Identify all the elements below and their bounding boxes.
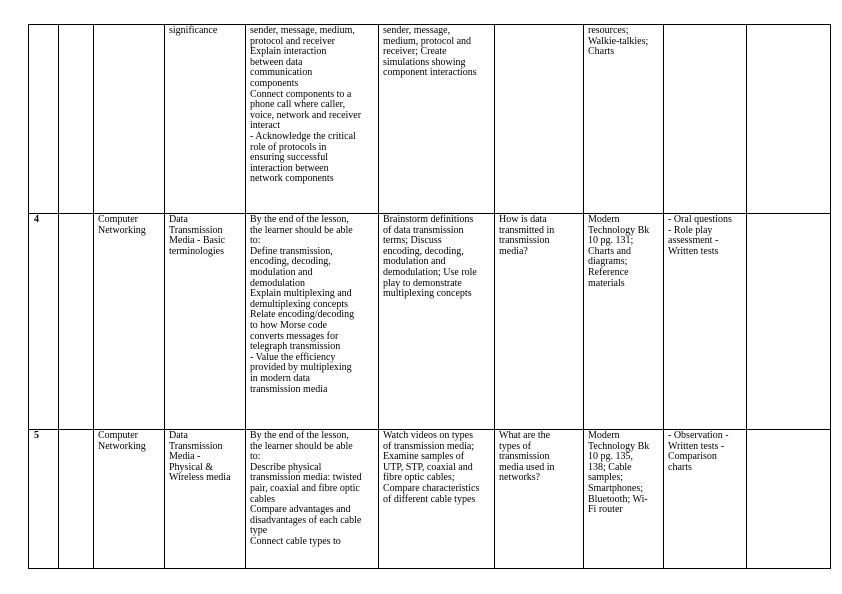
table-row: [29, 430, 831, 569]
resources-line: materials: [588, 277, 625, 289]
strand-line: Computer: [98, 214, 138, 225]
experience-line: Watch videos on types: [383, 430, 474, 441]
outcome-line: demodulation: [250, 277, 305, 289]
learning-experiences-cell: [379, 430, 495, 569]
outcome-line: Compare advantages and: [250, 504, 351, 516]
resources-line: Bluetooth; Wi-: [588, 493, 648, 505]
sub-strand-cell: [165, 25, 246, 214]
sub-strand-line: Physical &: [169, 461, 214, 473]
scheme-of-work-page: [28, 24, 830, 569]
experience-line: multiplexing concepts: [383, 288, 472, 300]
week-cell: 4: [29, 214, 59, 430]
experience-line: component interactions: [383, 67, 477, 79]
resources-line: Fi router: [588, 504, 623, 516]
assessment-cell: [664, 430, 747, 569]
experience-line: play to demonstrate: [383, 277, 462, 289]
outcome-line: ensuring successful: [250, 152, 329, 164]
inquiry-line: transmission: [499, 235, 550, 247]
week-cell: 5: [29, 430, 59, 569]
resources-line: 138; Cable: [588, 461, 632, 473]
week-cell: [29, 25, 59, 214]
strand-cell: [94, 25, 165, 214]
sub-strand-line: Media - Basic: [169, 235, 226, 247]
outcome-line: to how Morse code: [250, 319, 327, 331]
assessment-line: Comparison: [668, 451, 717, 463]
assessment-line: assessment -: [668, 235, 719, 247]
sub-strand-line: significance: [169, 25, 218, 36]
assessment-line: Written tests: [668, 245, 719, 257]
experience-line: simulations showing: [383, 56, 466, 68]
outcome-line: phone call where caller,: [250, 99, 346, 111]
outcome-line: disadvantages of each cable: [250, 514, 362, 526]
lesson-cell: [59, 430, 94, 569]
strand-cell: [94, 214, 165, 430]
resources-line: 10 pg. 131;: [588, 235, 634, 247]
outcome-line: modulation and: [250, 266, 313, 278]
outcome-line: Explain interaction: [250, 46, 327, 58]
outcome-line: protocol and receiver: [250, 35, 335, 47]
reflection-cell: [747, 25, 831, 214]
outcome-line: encoding, decoding,: [250, 256, 331, 268]
learning-experiences-cell: [379, 214, 495, 430]
assessment-line: - Oral questions: [668, 214, 732, 225]
scheme-of-work-table: [28, 24, 831, 569]
experience-line: terms; Discuss: [383, 235, 442, 247]
inquiry-line: What are the: [499, 430, 551, 441]
outcome-line: type: [250, 525, 268, 537]
resources-line: Walkie-talkies;: [588, 35, 649, 47]
sub-strand-line: terminologies: [169, 245, 224, 257]
outcome-line: telegraph transmission: [250, 341, 341, 353]
experience-line: Compare characteristics: [383, 482, 480, 494]
sub-strand-line: Data: [169, 214, 188, 225]
assessment-cell: [664, 214, 747, 430]
outcome-line: sender, message, medium,: [250, 25, 355, 36]
learning-outcomes-cell: [246, 430, 379, 569]
outcome-line: - Value the efficiency: [250, 351, 336, 363]
sub-strand-line: Wireless media: [169, 472, 231, 484]
resources-cell: [584, 25, 664, 214]
experience-line: Examine samples of: [383, 451, 465, 463]
experience-line: of transmission media;: [383, 440, 475, 452]
outcome-line: Connect cable types to: [250, 535, 341, 547]
experience-line: of different cable types: [383, 493, 476, 505]
inquiry-line: networks?: [499, 472, 541, 484]
inquiry-line: media used in: [499, 461, 555, 473]
outcome-line: transmission media: [250, 383, 328, 395]
outcome-line: pair, coaxial and fibre optic: [250, 482, 360, 494]
outcome-line: Relate encoding/decoding: [250, 309, 355, 321]
inquiry-line: transmitted in: [499, 224, 555, 236]
resources-line: 10 pg. 135,: [588, 451, 633, 463]
experience-line: fibre optic cables;: [383, 472, 455, 484]
resources-line: Charts and: [588, 245, 632, 257]
outcome-line: Connect components to a: [250, 88, 352, 100]
lesson-cell: [59, 214, 94, 430]
outcome-line: demultiplexing concepts: [250, 298, 349, 310]
experience-line: modulation and: [383, 256, 446, 268]
reflection-cell: [747, 430, 831, 569]
outcome-line: Define transmission,: [250, 245, 333, 257]
resources-cell: [584, 214, 664, 430]
inquiry-line: types of: [499, 440, 531, 452]
sub-strand-line: Transmission: [169, 224, 223, 236]
strand-cell: [94, 430, 165, 569]
experience-line: receiver; Create: [383, 46, 447, 58]
resources-line: resources;: [588, 25, 629, 36]
learning-outcomes-cell: [246, 214, 379, 430]
outcome-line: Explain multiplexing and: [250, 288, 352, 300]
experience-line: of data transmission: [383, 224, 464, 236]
outcome-line: voice, network and receiver: [250, 109, 362, 121]
resources-line: samples;: [588, 472, 623, 484]
outcome-line: components: [250, 77, 299, 89]
outcome-line: interaction between: [250, 162, 329, 174]
key-inquiry-cell: [495, 25, 584, 214]
resources-line: Reference: [588, 266, 629, 278]
outcome-line: the learner should be able: [250, 440, 353, 452]
outcome-line: transmission media: twisted: [250, 472, 362, 484]
outcome-line: network components: [250, 173, 334, 185]
experience-line: encoding, decoding,: [383, 245, 464, 257]
experience-line: UTP, STP, coaxial and: [383, 461, 473, 473]
sub-strand-line: Transmission: [169, 440, 223, 452]
inquiry-line: transmission: [499, 451, 550, 463]
outcome-line: communication: [250, 67, 313, 79]
outcome-line: to:: [250, 451, 261, 463]
outcome-line: to:: [250, 235, 261, 247]
assessment-line: Written tests -: [668, 440, 725, 452]
assessment-line: - Observation -: [668, 430, 729, 441]
sub-strand-cell: [165, 430, 246, 569]
learning-outcomes-cell: [246, 25, 379, 214]
outcome-line: Describe physical: [250, 461, 322, 473]
resources-line: Modern: [588, 430, 620, 441]
assessment-cell: [664, 25, 747, 214]
outcome-line: between data: [250, 56, 303, 68]
resources-line: Charts: [588, 46, 615, 58]
outcome-line: By the end of the lesson,: [250, 430, 349, 441]
table-row: [29, 25, 831, 214]
resources-line: diagrams;: [588, 256, 628, 268]
resources-line: Technology Bk: [588, 224, 650, 236]
experience-line: Brainstorm definitions: [383, 214, 474, 225]
outcome-line: the learner should be able: [250, 224, 353, 236]
outcome-line: cables: [250, 493, 275, 505]
reflection-cell: [747, 214, 831, 430]
outcome-line: provided by multiplexing: [250, 362, 352, 374]
outcome-line: - Acknowledge the critical: [250, 130, 356, 142]
outcome-line: By the end of the lesson,: [250, 214, 349, 225]
outcome-line: in modern data: [250, 372, 310, 384]
outcome-line: role of protocols in: [250, 141, 327, 153]
outcome-line: converts messages for: [250, 330, 339, 342]
learning-experiences-cell: [379, 25, 495, 214]
sub-strand-line: Media -: [169, 451, 201, 463]
assessment-line: charts: [668, 461, 692, 473]
experience-line: sender, message,: [383, 25, 451, 36]
resources-cell: [584, 430, 664, 569]
key-inquiry-cell: [495, 214, 584, 430]
resources-line: Technology Bk: [588, 440, 650, 452]
resources-line: Smartphones;: [588, 482, 643, 494]
resources-line: Modern: [588, 214, 620, 225]
sub-strand-cell: [165, 214, 246, 430]
experience-line: medium, protocol and: [383, 35, 472, 47]
lesson-cell: [59, 25, 94, 214]
strand-line: Computer: [98, 430, 138, 441]
outcome-line: interact: [250, 120, 280, 132]
strand-line: Networking: [98, 224, 146, 236]
table-row: [29, 214, 831, 430]
strand-line: Networking: [98, 440, 146, 452]
assessment-line: - Role play: [668, 224, 713, 236]
key-inquiry-cell: [495, 430, 584, 569]
inquiry-line: How is data: [499, 214, 547, 225]
sub-strand-line: Data: [169, 430, 188, 441]
inquiry-line: media?: [499, 245, 528, 257]
experience-line: demodulation; Use role: [383, 266, 477, 278]
